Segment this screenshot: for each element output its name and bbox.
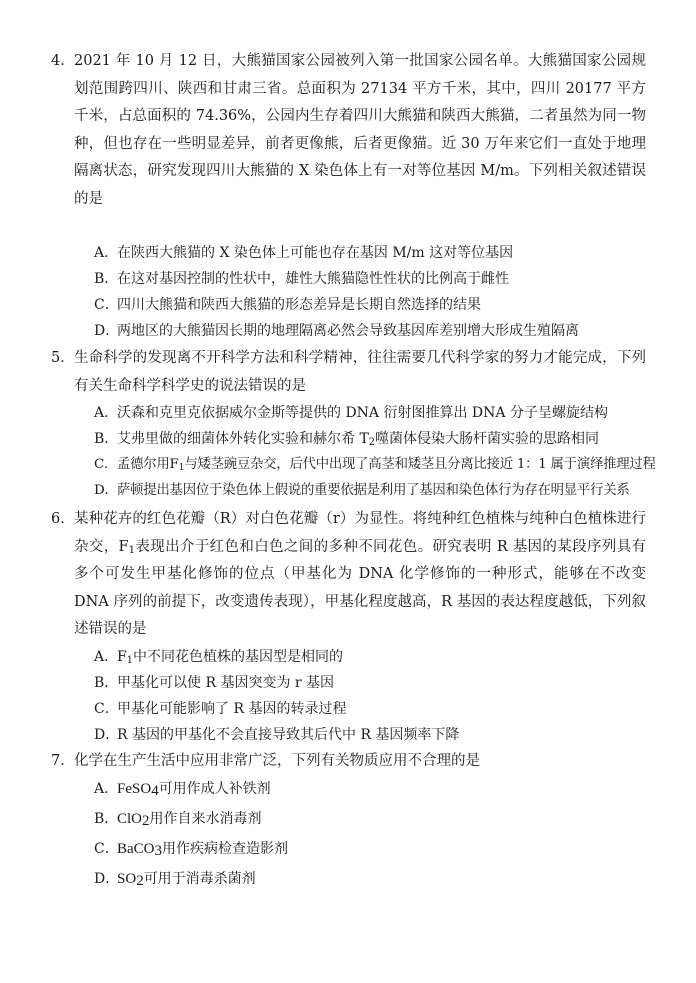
question-number: 6． bbox=[51, 511, 75, 527]
question-4-option-b: B．在这对基因控制的性状中，雄性大熊猫隐性性状的比例高于雌性 bbox=[94, 271, 509, 287]
question-7-option-c: C．BaCO$_3$用作疾病检查造影剂 bbox=[94, 841, 288, 859]
question-6-option-a: A．$F_1$中不同花色植株的基因型是相同的 bbox=[94, 649, 343, 666]
question-5-option-b: B．艾弗里做的细菌体外转化实验和赫尔希 $T_2$噬菌体侵染大肠杆菌实验的思路相同 bbox=[94, 431, 600, 448]
question-4-option-c: C．四川大熊猫和陕西大熊猫的形态差异是长期自然选择的结果 bbox=[94, 297, 481, 313]
question-text: 生命科学的发现离不开科学方法和科学精神，往往需要几代科学家的努力才能完成，下列有关生命科学科学史的说法错误的是 bbox=[74, 350, 646, 394]
question-number: 7． bbox=[51, 753, 75, 769]
question-text: 化学在生产生活中应用非常广泛，下列有关物质应用不合理的是 bbox=[74, 753, 480, 769]
question-7-option-d: D．$SO_2$可用于消毒杀菌剂 bbox=[94, 871, 256, 889]
question-5-option-a: A．沃森和克里克依据威尔金斯等提供的 DNA 衍射图推算出 DNA 分子呈螺旋结构 bbox=[94, 405, 608, 421]
question-7-stem bbox=[51, 748, 646, 776]
question-6-option-b: B．甲基化可以使 R 基因突变为 r 基因 bbox=[94, 675, 335, 691]
question-text: 2021 年 10 月 12 日，大熊猫国家公园被列入第一批国家公园名单。大熊猫国家公园规划范围跨四川、陕西和甘肃三省。总面积为 27134 平方千米，其中，四川 20177 平方千米，占总面积的 74.36%，公园内生存着四川大熊猫和陕西大熊猫，二者虽然为同一物种，但也存在一些明显差异，前者更像熊，后者更像猫。近 30 万年来它们一直处于地理隔离状态，研究发现四川大熊猫的 X 染色体上有一对等位基因 M/m。下列相关叙述错误的是 bbox=[74, 53, 646, 207]
question-4-option-a: A．在陕西大熊猫的 X 染色体上可能也存在基因 M/m 这对等位基因 bbox=[94, 245, 514, 261]
question-6-stem: 6． 某种花卉的红色花瓣（R）对白色花瓣（r）为显性。将纯种红色植株与纯种白色植株进行杂交，$F_1$表现出介于红色和白色之间的多种不同花色。研究表明 R 基因的某段序列具有多个可发生甲基化修饰的位点（甲基化为 DNA 化学修饰的一种形式，能够在不改变 DNA 序列的前提下，改变遗传表现），甲基化程度越高，R 基因的表达程度越低，下列叙述错误的是 bbox=[74, 506, 646, 644]
question-6-option-d: D．R 基因的甲基化不会直接导致其后代中 R 基因频率下降 bbox=[94, 727, 460, 743]
question-5-option-d: D．萨顿提出基因位于染色体上假说的重要依据是利用了基因和染色体行为存在明显平行关系 bbox=[94, 483, 630, 498]
question-7-option-b: B．ClO$_2$用作自来水消毒剂 bbox=[94, 811, 262, 829]
question-5-option-c: C．孟德尔用$F_1$与矮茎豌豆杂交，后代中出现了高茎和矮茎且分离比接近 1：1 属于演绎推理过程 bbox=[94, 457, 656, 473]
question-number: 5． bbox=[51, 350, 75, 366]
question-text: 某种花卉的红色花瓣（R）对白色花瓣（r）为显性。将纯种红色植株与纯种白色植株进行杂交，F bbox=[74, 511, 646, 555]
question-7-option-a: A．FeSO$_4$可用作成人补铁剂 bbox=[94, 781, 271, 799]
question-number: 4． bbox=[51, 53, 75, 69]
question-4-option-d: D．两地区的大熊猫因长期的地理隔离必然会导致基因库差别增大形成生殖隔离 bbox=[94, 323, 579, 339]
question-6-option-c: C．甲基化可能影响了 R 基因的转录过程 bbox=[94, 701, 347, 717]
question-4-stem bbox=[51, 48, 646, 214]
question-5-stem bbox=[51, 345, 646, 400]
